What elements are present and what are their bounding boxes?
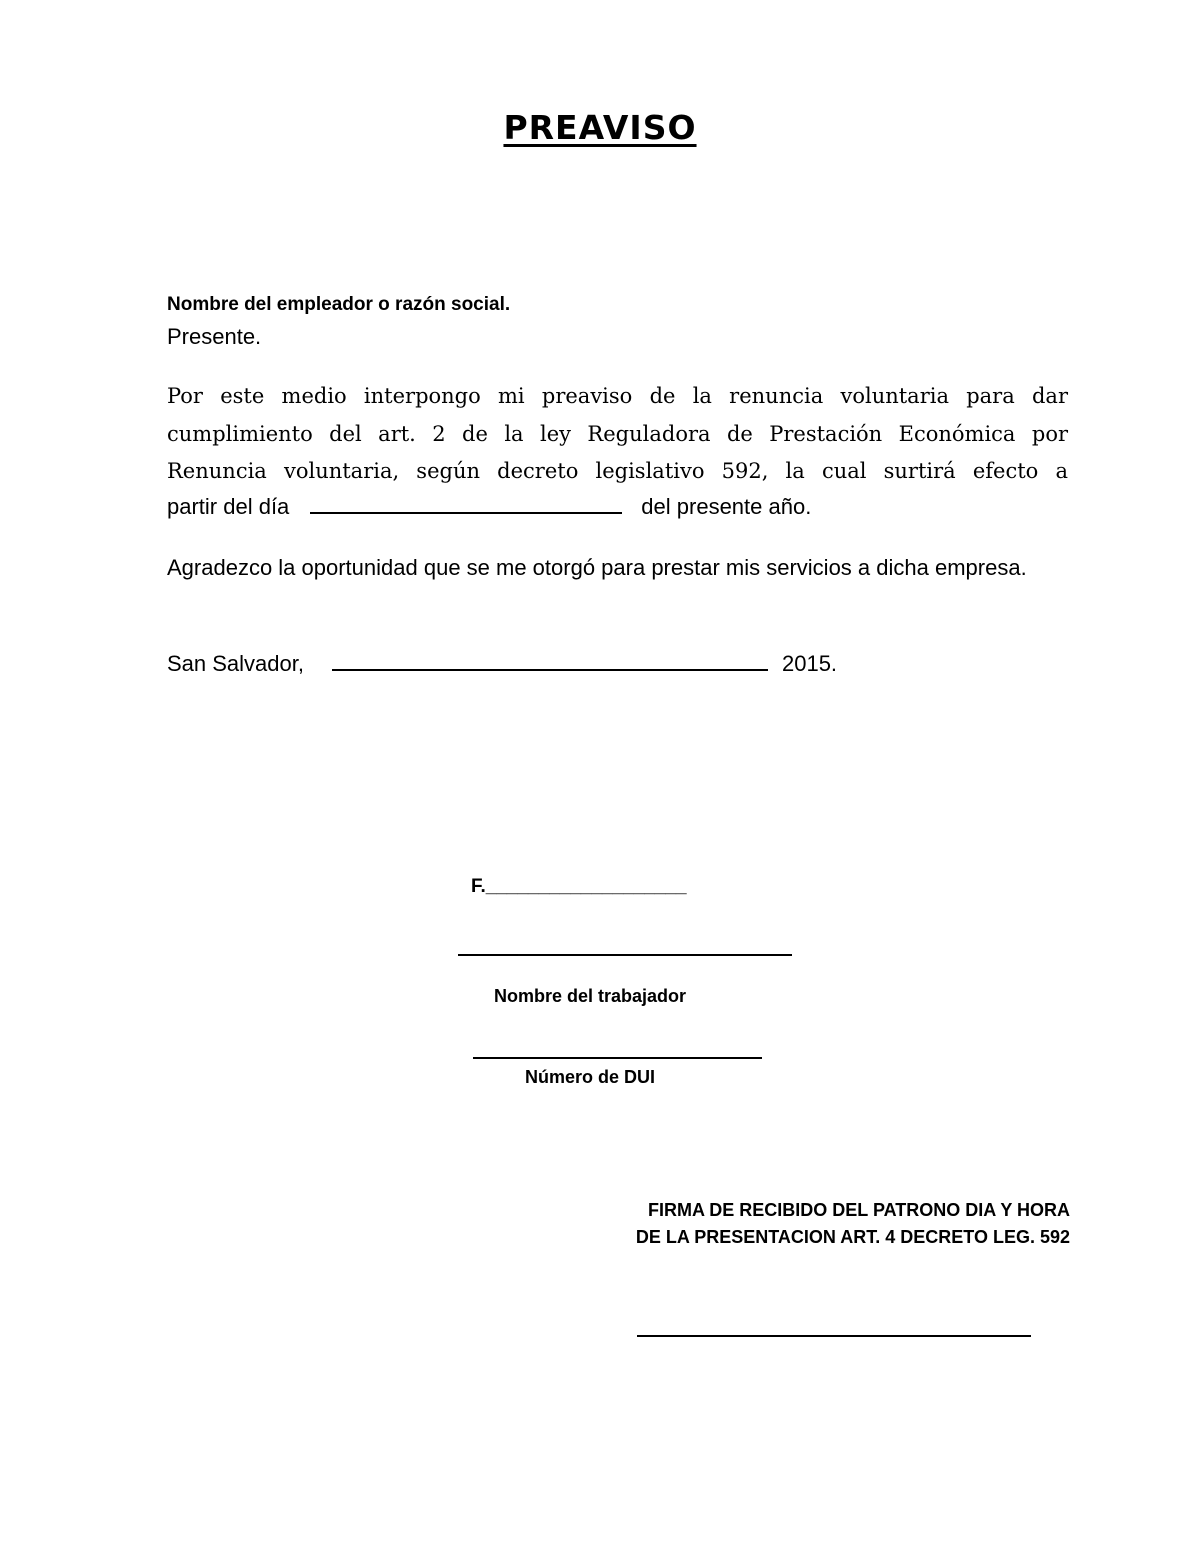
notice-paragraph-line: Renuncia voluntaria, según decreto legislativo 592, la cual surtirá efecto a (167, 459, 1068, 483)
employer-receipt-block (600, 1197, 1070, 1251)
notice-paragraph-line: Por este medio interpongo mi preaviso de la renuncia voluntaria para dar (167, 384, 1068, 408)
notice-paragraph (167, 378, 1068, 491)
effective-date-suffix: del presente año. (641, 494, 812, 519)
effective-date-blank[interactable] (310, 490, 622, 514)
effective-date-prefix: partir del día (167, 494, 290, 519)
dui-blank[interactable] (473, 1057, 762, 1059)
dui-label: Número de DUI (524, 1067, 656, 1087)
year-label: 2015. (781, 651, 838, 676)
thanks-paragraph: Agradezco la oportunidad que se me otorgó para prestar mis servicios a dicha empresa. (167, 555, 1027, 580)
receipt-line-2: DE LA PRESENTACION ART. 4 DECRETO LEG. 592 (635, 1227, 1070, 1247)
city-label: San Salvador, (167, 651, 304, 676)
place-date-line (167, 647, 837, 677)
worker-name-blank[interactable] (458, 954, 792, 956)
greeting: Presente. (167, 324, 262, 349)
worker-name-label: Nombre del trabajador (493, 986, 687, 1006)
employer-signature-blank[interactable] (637, 1335, 1031, 1337)
document-title: PREAVISO (503, 108, 697, 147)
receipt-line-1: FIRMA DE RECIBIDO DEL PATRONO DIA Y HORA (647, 1200, 1070, 1220)
date-blank[interactable] (332, 647, 768, 671)
effective-date-line (167, 490, 811, 520)
signature-f-line: F.___________________ (471, 876, 687, 897)
notice-paragraph-line: cumplimiento del art. 2 de la ley Reguladora de Prestación Económica por (167, 421, 1068, 446)
employer-name-line: Nombre del empleador o razón social. (167, 294, 511, 315)
